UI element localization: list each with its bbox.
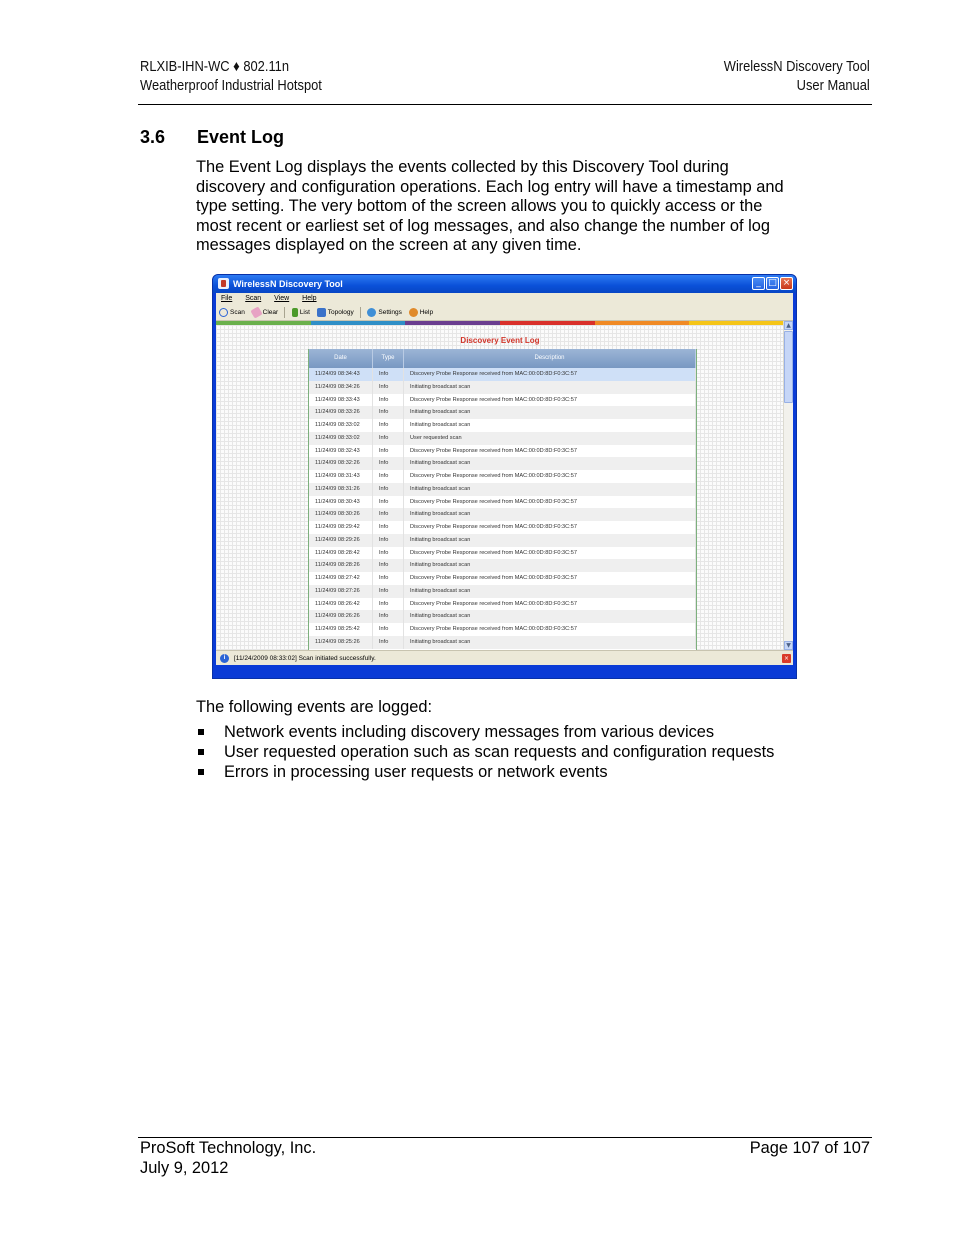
running-header-right — [724, 57, 870, 95]
cell-description: Discovery Probe Response received from MAC:00:0D:8D:F0:3C:57 — [404, 496, 696, 509]
cell-description: Initiating broadcast scan — [404, 483, 696, 496]
bullet-square-icon — [198, 769, 204, 775]
cell-date: 11/24/09 08:25:42 — [309, 623, 373, 636]
cell-type: Info — [373, 572, 404, 585]
intro-line: messages displayed on the screen at any given time. — [196, 236, 582, 255]
cell-type: Info — [373, 585, 404, 598]
tool-help: Help — [409, 304, 433, 321]
manual-type: User Manual — [796, 77, 870, 94]
company-name: ProSoft Technology, Inc. — [140, 1139, 317, 1157]
cell-description: Initiating broadcast scan — [404, 406, 696, 419]
window-titlebar — [213, 275, 796, 293]
maximize-icon: □ — [766, 277, 779, 290]
footer-rule — [138, 1137, 872, 1138]
cell-date: 11/24/09 08:33:43 — [309, 394, 373, 407]
cell-description: Discovery Probe Response received from MAC:00:0D:8D:F0:3C:57 — [404, 572, 696, 585]
table-row[interactable] — [309, 368, 696, 381]
column-description: Description — [404, 349, 696, 368]
cell-date: 11/24/09 08:30:26 — [309, 508, 373, 521]
table-header — [309, 349, 696, 368]
magnifier-icon — [219, 308, 228, 317]
cell-date: 11/24/09 08:25:26 — [309, 636, 373, 649]
table-row[interactable] — [309, 470, 696, 483]
app-window-screenshot — [212, 274, 797, 679]
cell-type: Info — [373, 636, 404, 649]
header-rule — [138, 104, 872, 105]
table-row[interactable] — [309, 534, 696, 547]
cell-type: Info — [373, 623, 404, 636]
cell-description: Initiating broadcast scan — [404, 559, 696, 572]
table-row[interactable] — [309, 381, 696, 394]
tool-settings: Settings — [367, 304, 402, 321]
cell-type: Info — [373, 547, 404, 560]
window-title: WirelessN Discovery Tool — [233, 279, 343, 289]
cell-date: 11/24/09 08:30:43 — [309, 496, 373, 509]
tool-clear: Clear — [252, 304, 279, 321]
following-paragraph: The following events are logged: — [196, 698, 432, 716]
status-close-icon: × — [783, 655, 790, 662]
cell-date: 11/24/09 08:33:02 — [309, 419, 373, 432]
table-row[interactable] — [309, 508, 696, 521]
close-icon: × — [780, 277, 793, 290]
table-row[interactable] — [309, 394, 696, 407]
cell-date: 11/24/09 08:28:42 — [309, 547, 373, 560]
table-row[interactable] — [309, 521, 696, 534]
menu-bar — [216, 293, 793, 304]
section-title: Event Log — [197, 127, 285, 147]
table-row[interactable] — [309, 559, 696, 572]
table-row[interactable] — [309, 636, 696, 649]
table-row[interactable] — [309, 496, 696, 509]
table-row[interactable] — [309, 432, 696, 445]
bullet-square-icon — [198, 749, 204, 755]
intro-line: discovery and configuration operations. Each log entry will have a timestamp and — [196, 177, 784, 196]
cell-date: 11/24/09 08:27:26 — [309, 585, 373, 598]
topology-icon — [317, 308, 326, 317]
table-body — [309, 368, 696, 649]
cell-description: Discovery Probe Response received from MAC:00:0D:8D:F0:3C:57 — [404, 547, 696, 560]
scroll-down-icon: ▼ — [784, 641, 793, 650]
table-row[interactable] — [309, 598, 696, 611]
product-name: RLXIB-IHN-WC ♦ 802.11n — [140, 58, 290, 75]
intro-line: type setting. The very bottom of the screen allows you to quickly access or the — [196, 197, 763, 216]
footer-left — [140, 1139, 316, 1178]
app-icon — [218, 278, 229, 289]
status-text: [11/24/2009 08:33:02] Scan initiated successfully. — [234, 655, 376, 662]
table-row[interactable] — [309, 457, 696, 470]
info-icon: i — [220, 654, 229, 663]
menu-help: Help — [302, 295, 317, 302]
table-row[interactable] — [309, 623, 696, 636]
toolbar-separator — [360, 307, 361, 318]
cell-date: 11/24/09 08:32:26 — [309, 457, 373, 470]
cell-type: Info — [373, 483, 404, 496]
cell-type: Info — [373, 470, 404, 483]
product-description: Weatherproof Industrial Hotspot — [140, 77, 322, 94]
cell-description: Discovery Probe Response received from MAC:00:0D:8D:F0:3C:57 — [404, 623, 696, 636]
manual-title: WirelessN Discovery Tool — [724, 58, 870, 75]
cell-date: 11/24/09 08:33:26 — [309, 406, 373, 419]
cell-description: Initiating broadcast scan — [404, 610, 696, 623]
vertical-scrollbar — [783, 321, 793, 650]
cell-date: 11/24/09 08:28:26 — [309, 559, 373, 572]
settings-icon — [367, 308, 376, 317]
cell-date: 11/24/09 08:31:26 — [309, 483, 373, 496]
cell-type: Info — [373, 598, 404, 611]
cell-type: Info — [373, 406, 404, 419]
cell-description: Initiating broadcast scan — [404, 381, 696, 394]
scroll-thumb — [784, 331, 793, 403]
cell-date: 11/24/09 08:26:42 — [309, 598, 373, 611]
page-number: Page 107 of 107 — [749, 1139, 870, 1157]
table-row[interactable] — [309, 445, 696, 458]
tool-scan: Scan — [219, 304, 245, 321]
table-row[interactable] — [309, 406, 696, 419]
cell-description: Discovery Probe Response received from MAC:00:0D:8D:F0:3C:57 — [404, 394, 696, 407]
cell-description: Discovery Probe Response received from MAC:00:0D:8D:F0:3C:57 — [404, 598, 696, 611]
cell-date: 11/24/09 08:26:26 — [309, 610, 373, 623]
table-row[interactable] — [309, 547, 696, 560]
column-date: Date — [309, 349, 373, 368]
eraser-icon — [250, 306, 262, 318]
cell-description: Discovery Probe Response received from MAC:00:0D:8D:F0:3C:57 — [404, 521, 696, 534]
cell-description: Discovery Probe Response received from MAC:00:0D:8D:F0:3C:57 — [404, 368, 696, 381]
intro-paragraph — [196, 158, 836, 256]
cell-date: 11/24/09 08:33:02 — [309, 432, 373, 445]
cell-date: 11/24/09 08:31:43 — [309, 470, 373, 483]
tool-list: List — [292, 304, 310, 321]
cell-description: Initiating broadcast scan — [404, 534, 696, 547]
cell-type: Info — [373, 368, 404, 381]
minimize-icon: _ — [752, 277, 765, 290]
tool-topology: Topology — [317, 304, 354, 321]
cell-type: Info — [373, 394, 404, 407]
publication-date: July 9, 2012 — [140, 1158, 229, 1177]
column-type: Type — [373, 349, 404, 368]
intro-line: most recent or earliest set of log messages, and also change the number of log — [196, 216, 770, 235]
event-log-panel — [216, 325, 784, 650]
cell-type: Info — [373, 419, 404, 432]
toolbar — [216, 304, 793, 321]
menu-scan: Scan — [245, 295, 262, 302]
event-log-table — [308, 349, 697, 650]
intro-line: The Event Log displays the events collected by this Discovery Tool during — [196, 158, 729, 176]
cell-description: Initiating broadcast scan — [404, 457, 696, 470]
cell-description: Initiating broadcast scan — [404, 636, 696, 649]
cell-date: 11/24/09 08:32:43 — [309, 445, 373, 458]
running-header-left — [140, 57, 322, 95]
log-title: Discovery Event Log — [460, 336, 540, 345]
table-row[interactable] — [309, 419, 696, 432]
cell-type: Info — [373, 534, 404, 547]
table-row[interactable] — [309, 610, 696, 623]
cell-type: Info — [373, 445, 404, 458]
cell-date: 11/24/09 08:34:43 — [309, 368, 373, 381]
cell-type: Info — [373, 559, 404, 572]
toolbar-separator — [284, 307, 285, 318]
scroll-up-icon: ▲ — [784, 321, 793, 330]
menu-file: File — [221, 295, 233, 302]
list-icon — [292, 308, 298, 317]
cell-type: Info — [373, 521, 404, 534]
cell-date: 11/24/09 08:29:42 — [309, 521, 373, 534]
help-icon — [409, 308, 418, 317]
table-row[interactable] — [309, 483, 696, 496]
table-row[interactable] — [309, 585, 696, 598]
cell-description: Discovery Probe Response received from MAC:00:0D:8D:F0:3C:57 — [404, 470, 696, 483]
section-number: 3.6 — [140, 127, 166, 147]
cell-type: Info — [373, 496, 404, 509]
cell-description: Discovery Probe Response received from MAC:00:0D:8D:F0:3C:57 — [404, 445, 696, 458]
cell-type: Info — [373, 457, 404, 470]
cell-description: Initiating broadcast scan — [404, 419, 696, 432]
cell-date: 11/24/09 08:27:42 — [309, 572, 373, 585]
status-bar — [216, 650, 793, 665]
cell-type: Info — [373, 432, 404, 445]
cell-description: Initiating broadcast scan — [404, 585, 696, 598]
menu-view: View — [274, 295, 290, 302]
cell-date: 11/24/09 08:29:26 — [309, 534, 373, 547]
table-row[interactable] — [309, 572, 696, 585]
cell-type: Info — [373, 610, 404, 623]
bullet-square-icon — [198, 729, 204, 735]
cell-date: 11/24/09 08:34:26 — [309, 381, 373, 394]
cell-type: Info — [373, 381, 404, 394]
cell-description: Initiating broadcast scan — [404, 508, 696, 521]
cell-description: User requested scan — [404, 432, 696, 445]
cell-type: Info — [373, 508, 404, 521]
